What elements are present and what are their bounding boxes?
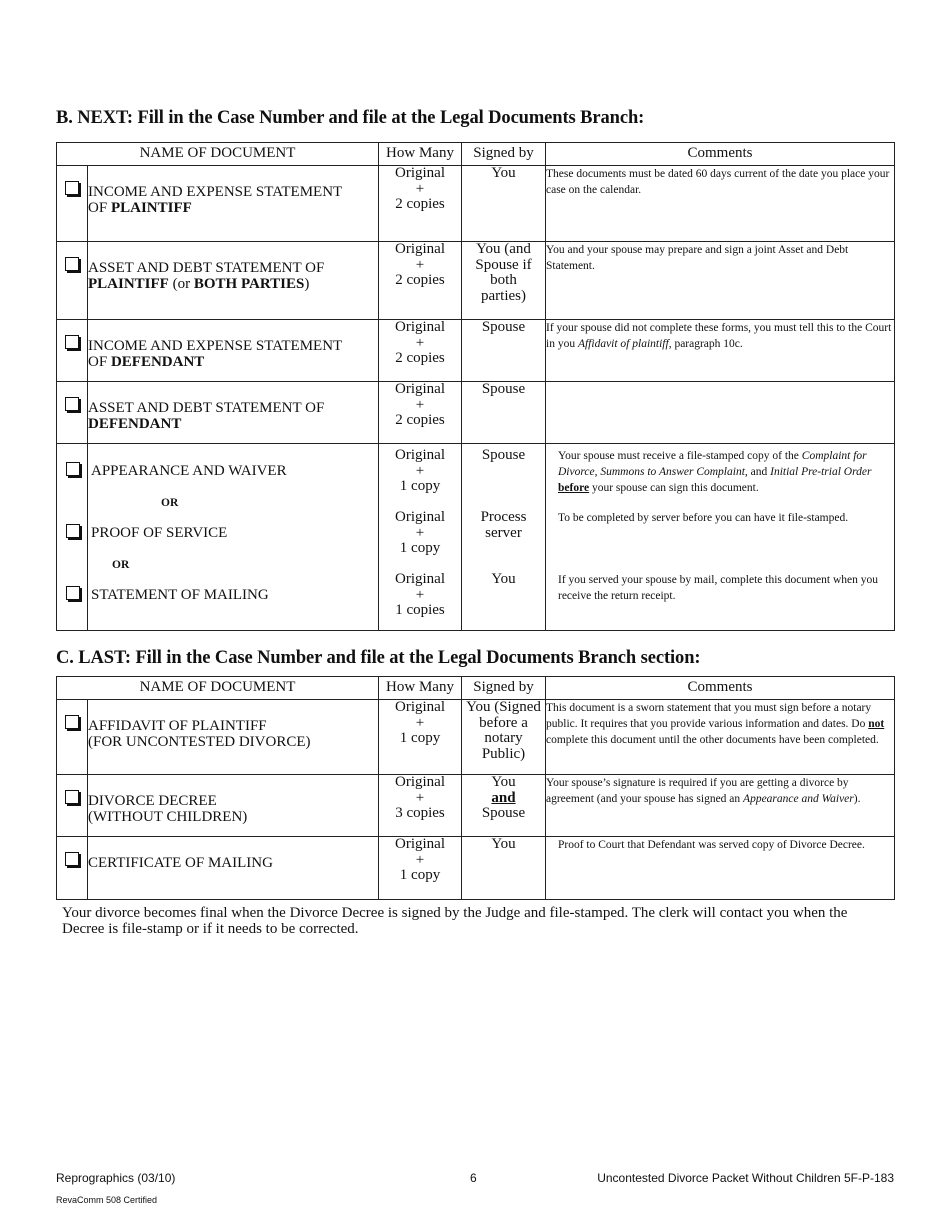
table-row-group: APPEARANCE AND WAIVER OR PROOF OF SERVICE OR STATEMENT OF MAILING Original + 1 copy Original + 1 copy Original + 1 copies Spouse Process server You Your spouse must receive a file-stamped copy of the Complaint for Divorce, Summons to Answer Complaint, and Initial Pre-trial Order before your spouse can sign this document. To be completed by server before you can have it file-stamped. If you served your spouse by mail, complete this document when you receive the return receipt. [57,444,895,631]
final-note: Your divorce becomes final when the Divorce Decree is signed by the Judge and file-stamped. The clerk will contact you when the Decree is file-stamp or if it needs to be corrected. [62,905,848,937]
document-name: PROOF OF SERVICE [91,525,228,541]
comment: If you served your spouse by mail, complete this document when you receive the return receipt. [558,574,879,602]
header-comments: Comments [546,143,895,166]
signed-by: You (and [476,241,531,257]
signed-by: You [491,836,516,852]
comment: If your spouse did not complete these forms, you must tell this to the Court in you Affidavit of plaintiff, paragraph 10c. [546,322,892,350]
table-header-row [57,677,895,700]
table-row: INCOME AND EXPENSE STATEMENT OF DEFENDANT Original + 2 copies Spouse If your spouse did not complete these forms, you must tell this to the Court in you Affidavit of plaintiff, paragraph 10c. [57,320,895,382]
table-row: INCOME AND EXPENSE STATEMENT OF PLAINTIFF Original + 2 copies You These documents must be dated 60 days current of the date you place your case on the calendar. [57,166,895,242]
checkbox[interactable] [66,586,80,600]
how-many: Original [395,774,445,790]
header-comments: Comments [546,677,895,700]
checkbox[interactable] [66,462,80,476]
footer-cert: RevaComm 508 Certified [56,1195,158,1205]
or-label: OR [161,497,179,509]
page-number: 6 [470,1171,477,1185]
header-signed-by: Signed by [462,143,546,166]
comment: These documents must be dated 60 days current of the date you place your case on the calendar. [546,168,890,196]
how-many: Original [395,571,445,587]
comment: Proof to Court that Defendant was served copy of Divorce Decree. [558,839,865,851]
signed-by: Spouse [481,447,526,463]
table-row: AFFIDAVIT OF PLAINTIFF (FOR UNCONTESTED DIVORCE) Original + 1 copy You (Signed before a notary Public) This document is a sworn statement that you must sign before a notary public. It requires that you provide various information and dates. Do not complete this document until the other documents have been completed. [57,700,895,775]
table-row: DIVORCE DECREE (WITHOUT CHILDREN) Original + 3 copies You and Spouse Your spouse’s signature is required if you are getting a divorce by agreement (and your spouse has signed an Appearance and Waiver). [57,775,895,837]
how-many: Original [395,381,445,397]
section-c-heading: C. LAST: Fill in the Case Number and file at the Legal Documents Branch section: [56,648,701,668]
table-row: ASSET AND DEBT STATEMENT OF PLAINTIFF (or BOTH PARTIES) Original + 2 copies You (and Spouse if both parties) You and your spouse may prepare and sign a joint Asset and Debt Statement. [57,242,895,320]
checkbox[interactable] [65,715,79,729]
comment: To be completed by server before you can have it file-stamped. [558,512,849,524]
footer-left: Reprographics (03/10) [56,1171,176,1185]
checkbox[interactable] [66,524,80,538]
table-header-row [57,143,895,166]
comment: Your spouse must receive a file-stamped copy of the Complaint for Divorce, Summons to Answer Complaint, and Initial Pre-trial Order before your spouse can sign this document. [558,450,872,494]
footer-right: Uncontested Divorce Packet Without Children 5F-P-183 [597,1171,894,1185]
how-many: Original [395,836,445,852]
how-many: Original [395,447,445,463]
document-name: STATEMENT OF MAILING [91,587,269,603]
checkbox[interactable] [65,335,79,349]
how-many: Original [395,319,445,335]
signed-by: You [491,774,516,790]
header-signed-by: Signed by [462,677,546,700]
section-b-table [56,142,895,631]
how-many: Original [395,699,445,715]
document-name: APPEARANCE AND WAIVER [91,463,287,479]
checkbox[interactable] [65,790,79,804]
section-b-heading: B. NEXT: Fill in the Case Number and file at the Legal Documents Branch: [56,108,645,128]
signed-by: You (Signed [466,699,541,715]
document-name: DIVORCE DECREE [88,793,217,809]
header-name: NAME OF DOCUMENT [57,677,379,700]
signed-by: Spouse [481,319,526,335]
header-how-many: How Many [379,143,462,166]
signed-by: You [491,571,516,587]
section-c-table [56,676,895,900]
comment: This document is a sworn statement that you must sign before a notary public. It requires that you provide various information and dates. Do not complete this document until the other documents have been completed. [546,702,885,746]
signed-by: Process [480,509,527,525]
table-row: ASSET AND DEBT STATEMENT OF DEFENDANT Original + 2 copies Spouse [57,382,895,444]
how-many: Original [395,509,445,525]
document-name: CERTIFICATE OF MAILING [88,855,273,871]
comment: Your spouse’s signature is required if you are getting a divorce by agreement (and your spouse has signed an Appearance and Waiver). [546,777,861,805]
how-many: Original [395,165,445,181]
document-name: INCOME AND EXPENSE STATEMENT [88,338,343,354]
checkbox[interactable] [65,257,79,271]
or-label: OR [112,559,130,571]
comment: You and your spouse may prepare and sign a joint Asset and Debt Statement. [546,244,849,272]
document-name: INCOME AND EXPENSE STATEMENT [88,184,343,200]
signed-by: You [491,165,516,181]
checkbox[interactable] [65,397,79,411]
checkbox[interactable] [65,852,79,866]
checkbox[interactable] [65,181,79,195]
header-how-many: How Many [379,677,462,700]
document-name: AFFIDAVIT OF PLAINTIFF [88,718,267,734]
document-name: ASSET AND DEBT STATEMENT OF [88,260,325,276]
how-many: Original [395,241,445,257]
document-name: ASSET AND DEBT STATEMENT OF [88,400,325,416]
header-name: NAME OF DOCUMENT [57,143,379,166]
signed-by: Spouse [481,381,526,397]
table-row: CERTIFICATE OF MAILING Original + 1 copy You Proof to Court that Defendant was served copy of Divorce Decree. [57,837,895,900]
